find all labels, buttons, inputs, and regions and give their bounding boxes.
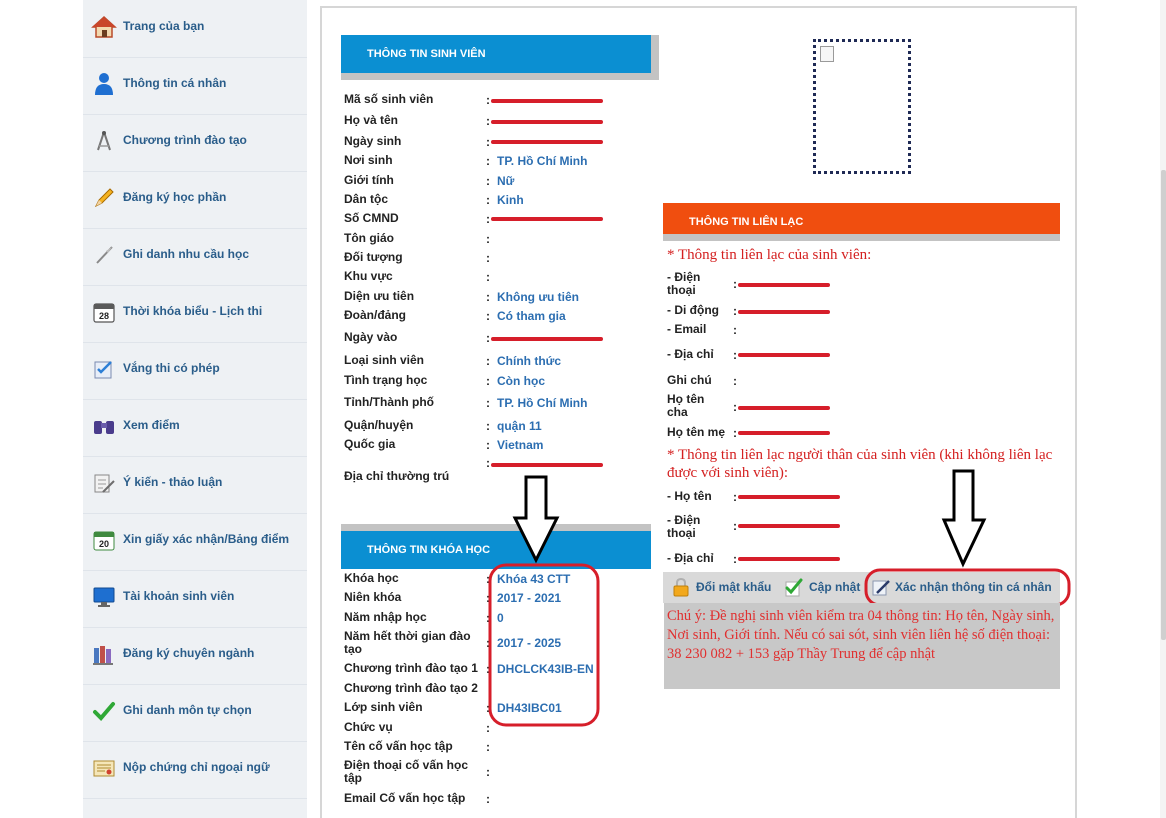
field-value: Chính thức (497, 354, 562, 368)
field-label: Họ tên mẹ (667, 425, 726, 439)
redacted-value (491, 120, 603, 124)
field-label: Dân tộc (344, 192, 389, 206)
redacted-value (491, 337, 603, 341)
calendar-icon (91, 299, 117, 325)
field-label: Họ và tên (344, 113, 399, 127)
field-value: Nữ (497, 174, 515, 188)
sidebar-item-course-registration[interactable] (83, 173, 307, 229)
field-label: Chương trình đào tạo 2 (344, 681, 478, 695)
change-password-button[interactable] (672, 572, 771, 602)
field-label: Họ tên cha (667, 392, 705, 419)
field-value: Khóa 43 CTT (497, 572, 571, 586)
student-info-header: THÔNG TIN SINH VIÊN (341, 35, 651, 73)
sidebar-item-feedback[interactable] (83, 458, 307, 514)
field-label: Tôn giáo (344, 231, 394, 245)
field-label: Ngày vào (344, 330, 398, 344)
books-icon (91, 641, 117, 667)
monitor-icon (91, 584, 117, 610)
sidebar-item-label: Ghi danh nhu cầu học (123, 247, 249, 261)
sidebar-item-excused-absence[interactable] (83, 344, 307, 400)
section-divider (341, 524, 651, 531)
redacted-value (738, 353, 830, 357)
section-divider (341, 73, 651, 80)
field-value: 0 (497, 611, 504, 625)
sidebar-item-timetable[interactable] (83, 287, 307, 343)
annotation-circle (488, 563, 602, 729)
field-value: DHCLCK43IB-EN (497, 662, 594, 676)
sidebar-item-label: Chương trình đào tạo (123, 133, 247, 147)
field-label: Điện thoại cố vấn học tập (344, 758, 469, 785)
field-label: Năm hết thời gian đào tạo (344, 629, 471, 656)
field-label: - Điện thoại (667, 270, 701, 297)
student-contact-heading: * Thông tin liên lạc của sinh viên: (667, 247, 872, 263)
sidebar-item-personal-info[interactable] (83, 59, 307, 115)
sidebar-item-training-program[interactable] (83, 116, 307, 172)
section-divider (651, 35, 659, 80)
sidebar-item-language-certificate[interactable] (83, 743, 307, 799)
sidebar-item-label: Thời khóa biểu - Lịch thi (123, 304, 263, 318)
field-label: - Điện thoại (667, 513, 701, 540)
lock-icon (672, 577, 690, 597)
redacted-value (738, 283, 830, 287)
field-label: Loại sinh viên (344, 353, 425, 367)
sidebar-item-label: Đăng ký học phần (123, 190, 227, 204)
field-label: Khu vực (344, 269, 393, 283)
sidebar (83, 0, 307, 818)
notice-box: Chú ý: Đề nghị sinh viên kiểm tra 04 thông tin: Họ tên, Ngày sinh, Nơi sinh, Giới tính. Nếu có sai sót, sinh viên liên hệ số điện thoại: 38 230 082 + 153 gặp Thầy Trung để cập nhật (664, 603, 1060, 689)
field-label: - Địa chỉ (667, 347, 714, 361)
sidebar-item-label: Xem điểm (123, 418, 180, 432)
field-label: Lớp sinh viên (344, 700, 423, 714)
checkmark-icon (91, 698, 117, 724)
field-label: - Địa chỉ (667, 551, 714, 565)
field-label: Chương trình đào tạo 1 (344, 661, 478, 675)
field-value: quận 11 (497, 419, 542, 433)
field-label: Tên cố vấn học tập (344, 739, 453, 753)
svg-text:20: 20 (98, 539, 110, 549)
field-label: - Email (667, 322, 707, 336)
down-arrow-icon (941, 468, 987, 568)
redacted-value (491, 140, 603, 144)
field-value: Không ưu tiên (497, 290, 580, 304)
broken-image-icon (820, 46, 834, 62)
field-label: Tỉnh/Thành phố (344, 395, 434, 409)
sidebar-item-student-account[interactable] (83, 572, 307, 628)
redacted-value (738, 431, 830, 435)
redacted-value (491, 463, 603, 467)
sidebar-item-label: Thông tin cá nhân (123, 76, 227, 90)
field-label: Diện ưu tiên (344, 289, 415, 303)
field-label: - Di động (667, 303, 719, 317)
svg-text:28: 28 (98, 311, 110, 321)
section-divider (663, 234, 1060, 241)
sidebar-item-view-grades[interactable] (83, 401, 307, 457)
sidebar-item-major-registration[interactable] (83, 629, 307, 685)
field-label: Mã số sinh viên (344, 92, 434, 106)
sidebar-item-elective-enrollment[interactable] (83, 686, 307, 742)
field-value: Còn học (497, 374, 545, 388)
redacted-value (491, 217, 603, 221)
sidebar-item-label: Trang của bạn (123, 19, 205, 33)
field-label: Đoàn/đảng (344, 308, 406, 322)
field-label: Tình trạng học (344, 373, 428, 387)
field-label: Khóa học (344, 571, 399, 585)
field-label: Địa chỉ thường trú (344, 469, 450, 483)
date-calendar-icon (91, 527, 117, 553)
field-label: Chức vụ (344, 720, 393, 734)
field-value: Có tham gia (497, 309, 566, 323)
redacted-value (491, 99, 603, 103)
quill-icon (91, 242, 117, 268)
scrollbar-thumb[interactable] (1161, 170, 1166, 640)
student-photo (813, 39, 911, 174)
sidebar-item-label: Vắng thi có phép (123, 361, 220, 375)
contact-info-header: THÔNG TIN LIÊN LẠC (663, 203, 1060, 241)
house-icon (91, 14, 117, 40)
down-arrow-icon (512, 474, 560, 564)
sidebar-item-label: Nộp chứng chỉ ngoại ngữ (123, 760, 270, 774)
update-check-icon (783, 577, 803, 597)
field-label: Giới tính (344, 173, 394, 187)
field-label: Ghi chú (667, 373, 712, 387)
sidebar-item-label: Ý kiến - thảo luận (123, 475, 223, 489)
field-value: 2017 - 2021 (497, 591, 562, 605)
redacted-value (738, 557, 840, 561)
course-info-header: THÔNG TIN KHÓA HỌC (341, 531, 651, 569)
annotation-oval (864, 568, 1072, 608)
update-label: Cập nhật (809, 580, 861, 594)
field-label: Quận/huyện (344, 418, 414, 432)
field-value: DH43IBC01 (497, 701, 562, 715)
field-label: Niên khóa (344, 590, 402, 604)
field-label: Quốc gia (344, 437, 396, 451)
field-label: Ngày sinh (344, 134, 402, 148)
field-value: TP. Hồ Chí Minh (497, 396, 588, 410)
redacted-value (738, 524, 840, 528)
field-value: Vietnam (497, 438, 544, 452)
compass-icon (91, 128, 117, 154)
pencil-icon (91, 185, 117, 211)
field-value: Kinh (497, 193, 524, 207)
confirm-label: Xác nhận thông tin cá nhân (895, 580, 1052, 594)
field-value: 2017 - 2025 (497, 636, 562, 650)
sidebar-item-study-demand[interactable] (83, 230, 307, 286)
field-label: Đối tượng (344, 250, 403, 264)
sidebar-item-certificate-request[interactable] (83, 515, 307, 571)
feedback-icon (91, 470, 117, 496)
redacted-value (738, 495, 840, 499)
update-button[interactable] (783, 572, 860, 602)
field-label: Số CMND (344, 211, 399, 225)
field-label: Email Cố vấn học tập (344, 791, 466, 805)
relative-contact-heading: * Thông tin liên lạc người thân của sinh viên (khi không liên lạc được với sinh viên): (667, 447, 1053, 481)
redacted-value (738, 310, 830, 314)
certificate-icon (91, 755, 117, 781)
sidebar-item-label: Đăng ký chuyên ngành (123, 646, 255, 660)
field-label: - Họ tên (667, 489, 712, 503)
sidebar-item-label: Tài khoản sinh viên (123, 589, 235, 603)
sidebar-item-home[interactable] (83, 2, 307, 58)
redacted-value (738, 406, 830, 410)
field-label: Năm nhập học (344, 610, 427, 624)
sidebar-item-label: Xin giấy xác nhận/Bảng điểm (123, 532, 290, 546)
checklist-icon (91, 356, 117, 382)
binoculars-icon (91, 413, 117, 439)
change-password-label: Đổi mật khẩu (696, 580, 772, 594)
field-value: TP. Hồ Chí Minh (497, 154, 588, 168)
sidebar-item-label: Ghi danh môn tự chọn (123, 703, 252, 717)
person-icon (91, 71, 117, 97)
field-label: Nơi sinh (344, 153, 393, 167)
